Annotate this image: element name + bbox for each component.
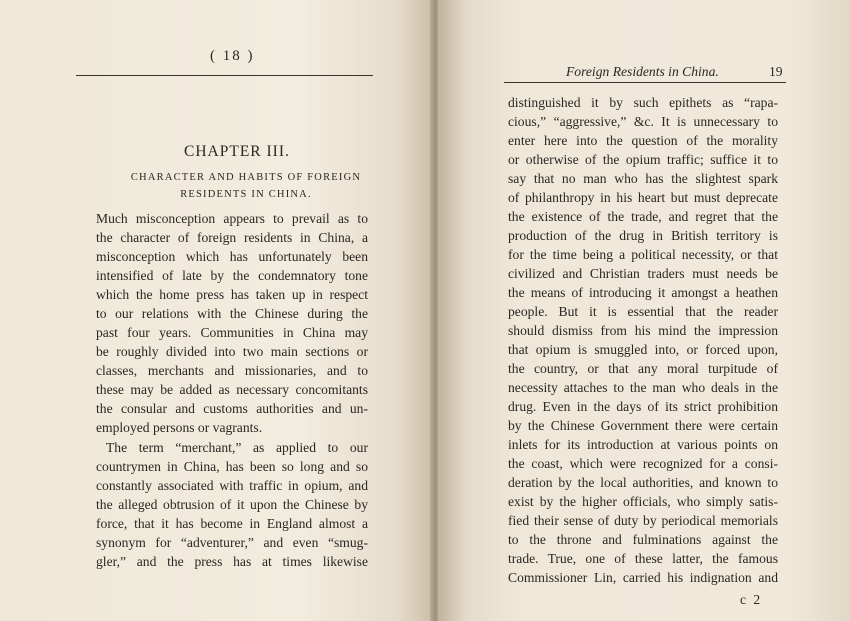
- right-running-head: Foreign Residents in China.: [566, 64, 719, 79]
- text-line: should dismiss from his mind the impression: [508, 323, 778, 338]
- text-line: the consular and customs authorities and un-: [96, 401, 368, 416]
- text-line: deration by the local authorities, and known to: [508, 475, 778, 490]
- text-line: The term “merchant,” as applied to our: [106, 440, 368, 455]
- chapter-subheading-line: CHARACTER AND HABITS OF FOREIGN: [130, 172, 362, 183]
- left-header-rule: [76, 75, 373, 76]
- text-line: be roughly divided into two main sections or: [96, 344, 368, 359]
- text-line: of philanthropy in his heart but must deprecate: [508, 190, 778, 205]
- text-line: civilized and Christian traders must needs be: [508, 266, 778, 281]
- text-line: these may be added as necessary concomitants: [96, 382, 368, 397]
- chapter-title: CHAPTER III.: [184, 143, 290, 160]
- text-line: fied their sense of duty by periodical memorials: [508, 513, 778, 528]
- text-line: intensified of late by the condemnatory tone: [96, 268, 368, 283]
- text-line: necessity attaches to the man who deals in the: [508, 380, 778, 395]
- left-running-head: ( 18 ): [210, 48, 255, 64]
- text-line: the existence of the trade, and regret that the: [508, 209, 778, 224]
- page-number: 19: [769, 64, 783, 79]
- text-line: Much misconception appears to prevail as to: [96, 211, 368, 226]
- text-line: people. But it is essential that the reader: [508, 304, 778, 319]
- text-line: distinguished it by such epithets as “rapa-: [508, 95, 778, 110]
- text-line: the coast, which were recognized for a consi-: [508, 456, 778, 471]
- text-line: the country, or that any moral turpitude of: [508, 361, 778, 376]
- text-line: by the Chinese Government there were certain: [508, 418, 778, 433]
- text-line: cious,” “aggressive,” &c. It is unnecessary to: [508, 114, 778, 129]
- text-line: enter here into the question of the morality: [508, 133, 778, 148]
- text-line: gler,” and the press has at times likewise: [96, 554, 368, 569]
- text-line: synonym for “adventurer,” and even “smug-: [96, 535, 368, 550]
- text-line: countrymen in China, has been so long and so: [96, 459, 368, 474]
- text-line: constantly associated with traffic in opium, and: [96, 478, 368, 493]
- text-line: the character of foreign residents in China, a: [96, 230, 368, 245]
- text-line: for the time being a political necessity, or that: [508, 247, 778, 262]
- text-line: trade. True, one of these latter, the famous: [508, 551, 778, 566]
- right-page: [438, 0, 850, 621]
- text-line: or otherwise of the opium traffic; suffice it to: [508, 152, 778, 167]
- signature-mark: c 2: [740, 592, 763, 607]
- text-line: drug. Even in the days of its strict prohibition: [508, 399, 778, 414]
- text-line: say that no man who has the slightest spark: [508, 171, 778, 186]
- text-line: production of the drug in British territory is: [508, 228, 778, 243]
- text-line: employed persons or vagrants.: [96, 420, 263, 435]
- text-line: misconception which has unfortunately been: [96, 249, 368, 264]
- text-line: that opium is smuggled into, or forced upon,: [508, 342, 778, 357]
- text-line: to the throne and fulminations against the: [508, 532, 778, 547]
- text-line: inlets for its introduction at various points on: [508, 437, 778, 452]
- text-line: the alleged obtrusion of it upon the Chinese by: [96, 497, 368, 512]
- chapter-subheading-line: RESIDENTS IN CHINA.: [180, 189, 312, 200]
- text-line: force, that it has become in England almost a: [96, 516, 368, 531]
- text-line: Commissioner Lin, carried his indignation and: [508, 570, 778, 585]
- text-line: the means of introducing it amongst a heathen: [508, 285, 778, 300]
- text-line: past four years. Communities in China may: [96, 325, 368, 340]
- text-line: classes, merchants and missionaries, and to: [96, 363, 368, 378]
- text-line: to our relations with the Chinese during the: [96, 306, 368, 321]
- text-line: which the home press has taken up in respect: [96, 287, 368, 302]
- text-line: exist by the higher officials, who simply satis-: [508, 494, 778, 509]
- right-header-rule: [504, 82, 786, 83]
